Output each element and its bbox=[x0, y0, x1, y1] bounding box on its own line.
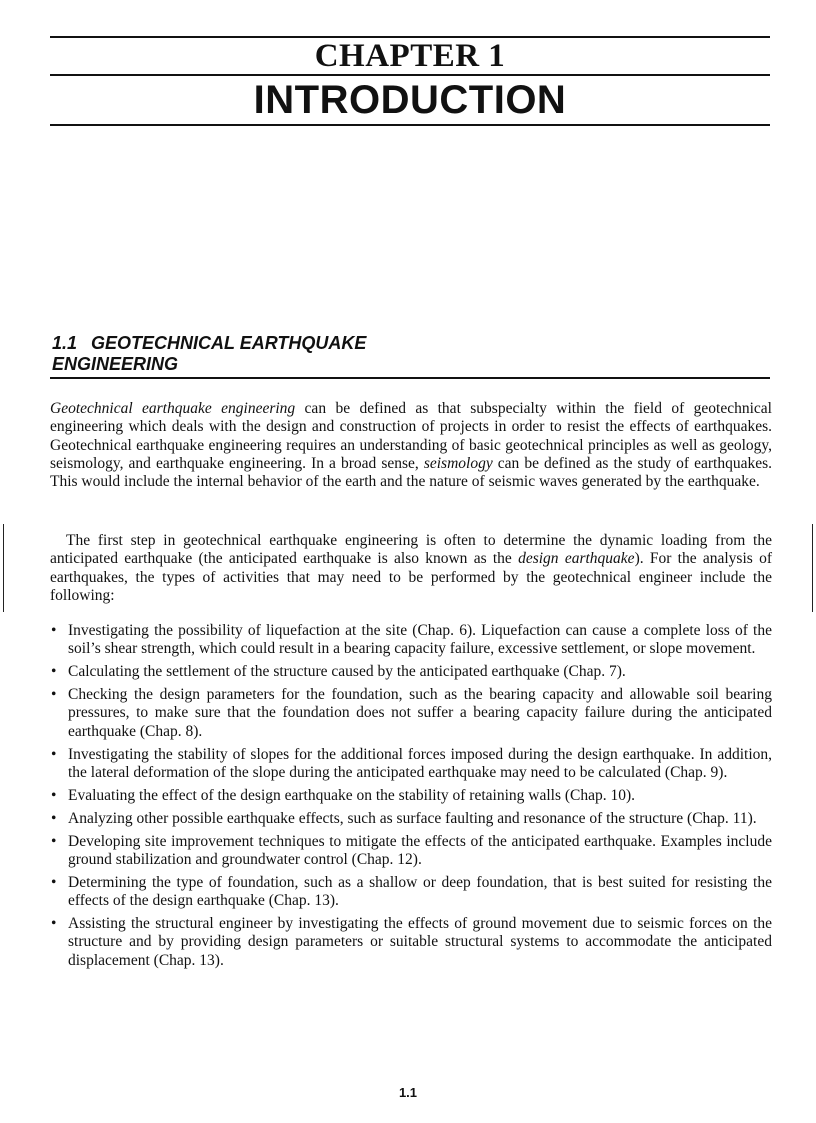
bullet-icon: • bbox=[51, 832, 57, 850]
bullet-icon: • bbox=[51, 622, 57, 639]
chapter-rule bbox=[50, 74, 770, 76]
list-item bbox=[50, 915, 772, 970]
list-item bbox=[50, 833, 772, 870]
list-item bbox=[50, 686, 772, 741]
section-heading-line1 bbox=[52, 333, 770, 354]
list-item bbox=[50, 746, 772, 783]
list-item bbox=[50, 663, 772, 681]
section-heading bbox=[52, 333, 770, 375]
bullet-icon: • bbox=[51, 914, 57, 932]
section-title-line1: GEOTECHNICAL EARTHQUAKE bbox=[91, 333, 367, 353]
paragraph-2-text-b: ). For the analysis of earthquakes, the types of activities that may need to be performed by the geotechnical engineer include the following: bbox=[50, 550, 772, 604]
list-item-text: Developing site improvement techniques to mitigate the effects of the anticipated earthquake. Examples include ground stabilization and groundwater control (Chap. 12). bbox=[68, 832, 772, 868]
bullet-icon: • bbox=[51, 786, 57, 804]
list-item-text: Determining the type of foundation, such as a shallow or deep foundation, that is best suited for resisting the effects of the design earthquake (Chap. 13). bbox=[68, 873, 772, 910]
paragraph-1-term: Geotechnical earthquake engineering bbox=[50, 400, 296, 417]
list-item-text: Assisting the structural engineer by investigating the effects of ground movement due to seismic forces on the structure and by providing design parameters or suitable structural systems to accommodate the anticipated displacement (Chap. 13). bbox=[68, 914, 772, 969]
list-item bbox=[50, 810, 772, 828]
paragraph-2-term: design earthquake bbox=[518, 550, 635, 568]
paragraph-2-text-a: The first step in geotechnical earthquake engineering is often to determine the dynamic loading from the anticipated earthquake (the anticipated earthquake is also known as the bbox=[50, 532, 772, 568]
list-item-text: Checking the design parameters for the foundation, such as the bearing capacity and allowable soil bearing pressures, to make sure that the foundation does not suffer a bearing capacity failure during the anticipated earthquake (Chap. 8). bbox=[68, 686, 772, 740]
chapter-title: INTRODUCTION bbox=[253, 78, 567, 122]
bullet-icon: • bbox=[51, 809, 57, 827]
activity-list bbox=[50, 622, 772, 974]
list-item bbox=[50, 622, 772, 659]
list-item-text: Calculating the settlement of the structure caused by the anticipated earthquake (Chap. 7). bbox=[68, 663, 626, 681]
paragraph-1-text-a: can be defined as that subspecialty within the field of geotechnical engineering which deals with the design and construction of projects in order to resist the effects of earthquakes. Geotechnical earthquake engineering requires an understanding of basic geotechnical principles as well as geology, seismology, and earthquake engineering. In a broad sense, bbox=[50, 400, 772, 472]
section-rule bbox=[50, 377, 770, 379]
list-item-text: Analyzing other possible earthquake effects, such as surface faulting and resonance of the structure (Chap. 11). bbox=[68, 809, 757, 827]
chapter-label: CHAPTER 1 bbox=[314, 38, 506, 74]
left-margin-mark bbox=[3, 524, 4, 612]
right-margin-mark bbox=[812, 524, 813, 612]
list-item-text: Evaluating the effect of the design earthquake on the stability of retaining walls (Chap. 10). bbox=[68, 786, 636, 804]
bullet-icon: • bbox=[51, 873, 57, 891]
list-item bbox=[50, 874, 772, 911]
bullet-icon: • bbox=[51, 663, 57, 681]
list-item-text: Investigating the possibility of liquefaction at the site (Chap. 6). Liquefaction can cause a complete loss of the soil’s shear strength, which could result in a bearing capacity failure, excessive settlement, or slope movement. bbox=[68, 622, 772, 658]
paragraph-1-text-b: can be defined as the study of earthquakes. This would include the internal behavior of the earth and the nature of seismic waves generated by the earthquake. bbox=[50, 454, 773, 491]
list-item bbox=[50, 787, 772, 805]
page-number: 1.1 bbox=[398, 1085, 418, 1100]
paragraph-2 bbox=[50, 532, 772, 605]
paragraph-1 bbox=[50, 400, 772, 491]
list-item-text: Investigating the stability of slopes for the additional forces imposed during the design earthquake. In addition, the lateral deformation of the slope during the anticipated earthquake may need to be calculated (Chap. 9). bbox=[68, 745, 772, 781]
bullet-icon: • bbox=[51, 745, 57, 763]
section-title-line2: ENGINEERING bbox=[52, 354, 179, 374]
section-number: 1.1 bbox=[52, 333, 78, 353]
paragraph-1-term2: seismology bbox=[423, 454, 493, 472]
bullet-icon: • bbox=[51, 686, 57, 704]
title-rule bbox=[50, 124, 770, 126]
